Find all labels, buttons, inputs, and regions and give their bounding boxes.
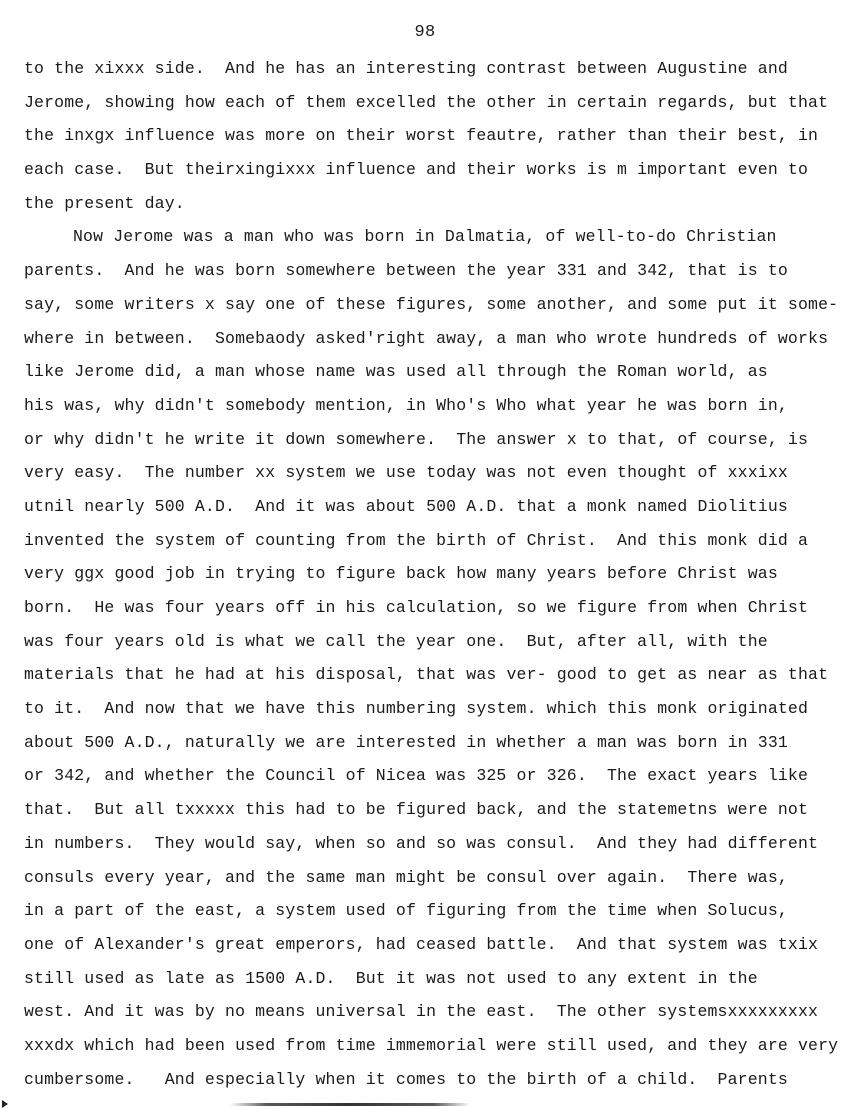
text-line: was four years old is what we call the year one. But, after all, with the (24, 631, 768, 651)
page-number: 98 (414, 23, 436, 42)
text-line: consuls every year, and the same man might be consul over again. There was, (24, 867, 788, 887)
body-text (24, 58, 839, 1102)
text-line: about 500 A.D., naturally we are interested in whether a man was born in 331 (24, 732, 788, 752)
text-line: say, some writers x say one of these figures, some another, and some put it some- (24, 294, 839, 314)
text-line: that. But all txxxxx this had to be figured back, and the statemetns were not (24, 800, 809, 820)
text-line: very easy. The number xx system we use today was not even thought of xxxixx (24, 463, 788, 483)
text-line: the present day. (24, 193, 185, 213)
text-line: in a part of the east, a system used of figuring from the time when Solucus, (24, 901, 788, 921)
text-line: west. And it was by no means universal in the east. The other systemsxxxxxxxxx (24, 1002, 819, 1022)
text-line: still used as late as 1500 A.D. But it was not used to any extent in the (24, 968, 758, 988)
text-line: to it. And now that we have this numbering system. which this monk originated (24, 699, 809, 719)
paragraph-start-line: Now Jerome was a man who was born in Dalmatia, of well-to-do Christian (73, 227, 777, 247)
text-line: the inxgx influence was more on their worst feautre, rather than their best, in (24, 126, 819, 146)
bottom-scan-rule (230, 1103, 470, 1106)
text-line: parents. And he was born somewhere between the year 331 and 342, that is to (24, 261, 788, 281)
text-line: one of Alexander's great emperors, had ceased battle. And that system was txix (24, 934, 819, 954)
text-line: or why didn't he write it down somewhere. The answer x to that, of course, is (24, 429, 809, 449)
text-line: like Jerome did, a man whose name was used all through the Roman world, as (24, 362, 768, 382)
text-line: xxxdx which had been used from time immemorial were still used, and they are very (24, 1035, 839, 1055)
text-line: cumbersome. And especially when it comes to the birth of a child. Parents (24, 1069, 788, 1089)
text-line: each case. But theirxingixxx influence and their works is m important even to (24, 160, 809, 180)
text-line: in numbers. They would say, when so and so was consul. And they had different (24, 833, 819, 853)
text-line: utnil nearly 500 A.D. And it was about 500 A.D. that a monk named Diolitius (24, 496, 788, 516)
text-line: very ggx good job in trying to figure back how many years before Christ was (24, 564, 778, 584)
text-line: where in between. Somebaody asked'right away, a man who wrote hundreds of works (24, 328, 829, 348)
text-line: materials that he had at his disposal, that was ver- good to get as near as that (24, 665, 829, 685)
text-line: to the xixxx side. And he has an interesting contrast between Augustine and (24, 59, 788, 78)
margin-mark (2, 1100, 8, 1108)
text-line: or 342, and whether the Council of Nicea was 325 or 326. The exact years like (24, 766, 809, 786)
text-line: born. He was four years off in his calculation, so we figure from when Christ (24, 598, 809, 617)
text-line: invented the system of counting from the birth of Christ. And this monk did a (24, 530, 809, 550)
text-line: Jerome, showing how each of them excelled the other in certain regards, but that (24, 92, 829, 112)
text-line: his was, why didn't somebody mention, in Who's Who what year he was born in, (24, 395, 788, 415)
